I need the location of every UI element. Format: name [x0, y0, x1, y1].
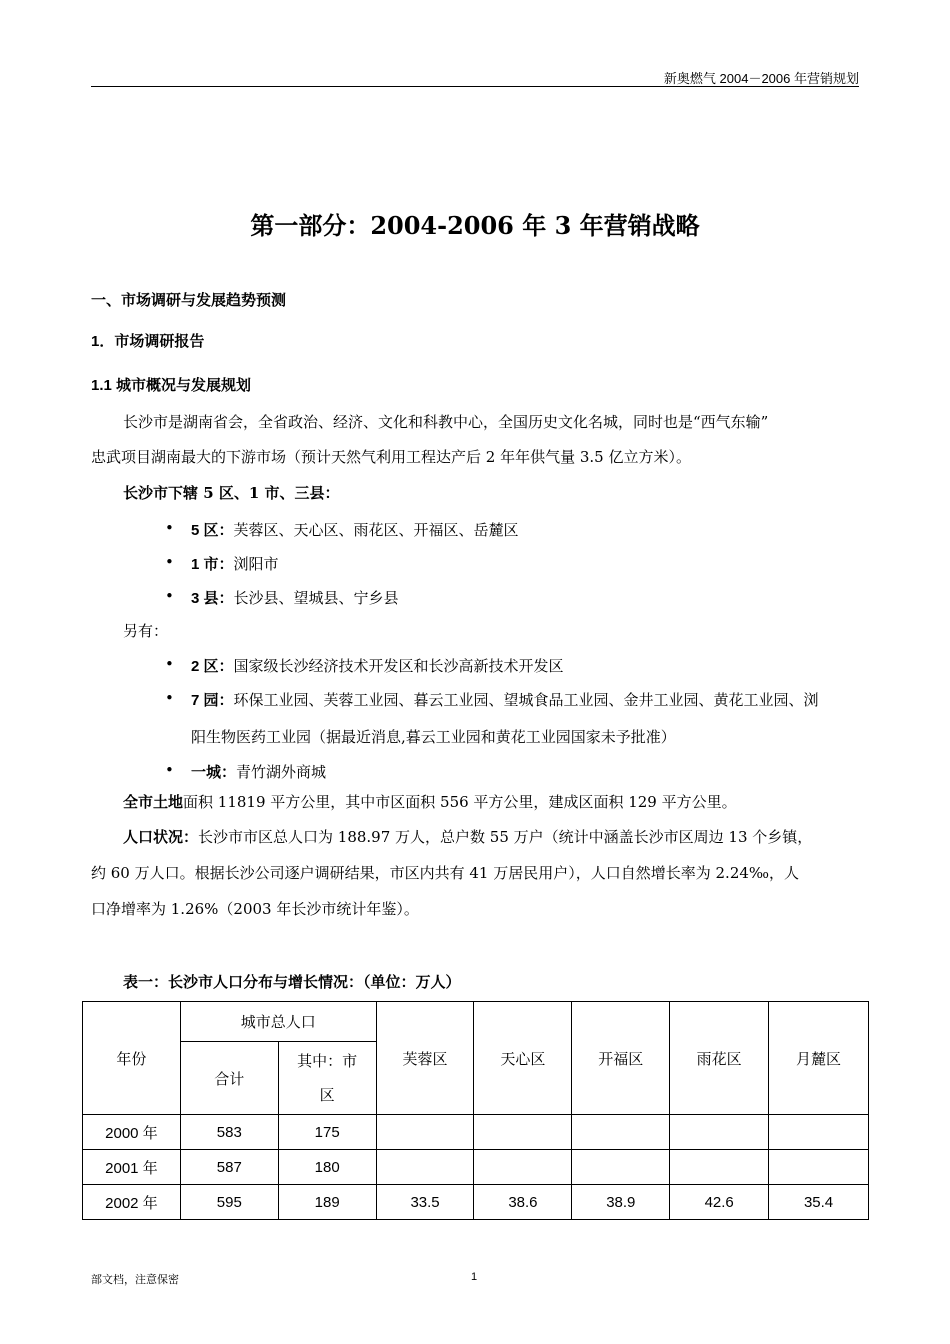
- land-paragraph: 全市土地面积 11819 平方公里，其中市区面积 556 平方公里，建成区面积 129 平方公里。: [123, 793, 737, 811]
- intro-line-2: 忠武项目湖南最大的下游市场（预计天然气利用工程达产后 2 年年供气量 3.5 亿立方米）。: [91, 448, 691, 466]
- bullet-icon: •: [165, 761, 174, 779]
- header-district: 雨花区: [670, 1002, 769, 1115]
- section-heading: 一、市场调研与发展趋势预测: [91, 291, 287, 309]
- list-item-continuation: 阳生物医药工业园（据最近消息,暮云工业园和黄花工业园国家未予批准）: [191, 728, 676, 746]
- header-total-group: 城市总人口: [180, 1002, 376, 1042]
- subsection-heading: 1．市场调研报告: [91, 333, 205, 350]
- running-header: 新奥燃气 2004－2006 年营销规划: [663, 71, 859, 86]
- population-table: [82, 1001, 869, 1220]
- footer-confidential: 部文档，注意保密: [91, 1274, 179, 1286]
- header-urban: 其中：市 区: [278, 1042, 376, 1115]
- bullet-icon: •: [165, 587, 174, 605]
- table-row: 2002 年 595 189 33.5 38.6 38.9 42.6 35.4: [83, 1185, 869, 1220]
- table-row: 2000 年 583 175: [83, 1115, 869, 1150]
- subsubsection-heading: 1.1 城市概况与发展规划: [91, 377, 252, 394]
- admin-title: 长沙市下辖 5 区、1 市、三县：: [123, 484, 340, 502]
- header-district: 天心区: [474, 1002, 572, 1115]
- header-district: 开福区: [572, 1002, 670, 1115]
- bullet-icon: •: [165, 655, 174, 673]
- also-label: 另有：: [123, 622, 169, 640]
- population-line-3: 口净增率为 1.26%（2003 年长沙市统计年鉴）。: [91, 900, 419, 918]
- page-title: 第一部分：2004-2006 年 3 年营销战略: [250, 211, 700, 240]
- page-number: 1: [471, 1271, 478, 1283]
- header-district: 月麓区: [769, 1002, 869, 1115]
- header-year: 年份: [83, 1002, 181, 1115]
- intro-line-1: 长沙市是湖南省会，全省政治、经济、文化和科教中心，全国历史文化名城，同时也是“西气东输”: [123, 413, 769, 431]
- population-line-2: 约 60 万人口。根据长沙公司逐户调研结果，市区内共有 41 万居民用户），人口自然增长率为 2.24‰，人: [91, 864, 800, 882]
- bullet-icon: •: [165, 519, 174, 537]
- header-district: 芙蓉区: [376, 1002, 474, 1115]
- table-caption: 表一：长沙市人口分布与增长情况：（单位：万人）: [123, 973, 461, 991]
- population-line-1: 人口状况：长沙市市区总人口为 188.97 万人，总户数 55 万户（统计中涵盖长沙市区周边 13 个乡镇，: [123, 828, 813, 846]
- table-row: 2001 年 587 180: [83, 1150, 869, 1185]
- bullet-icon: •: [165, 553, 174, 571]
- header-rule: [91, 86, 859, 87]
- header-total: 合计: [180, 1042, 278, 1115]
- bullet-icon: •: [165, 689, 174, 707]
